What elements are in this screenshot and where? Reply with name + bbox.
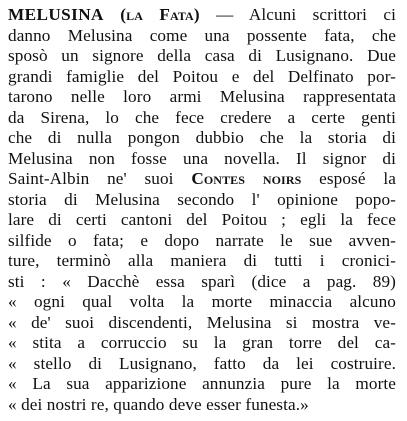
entry-headword: MELUSINA (8, 5, 104, 24)
book-title: Contes noirs (191, 169, 302, 188)
entry-line-8: Melusina non fosse una novella. Il signor di (8, 148, 396, 168)
entry-line-12: silfide o fata; e dopo narrate le sue avven- (8, 230, 396, 250)
entry-line-17: « stita a corruccio su la gran torre del ca- (8, 333, 396, 352)
entry-line-6: da Sirena, lo che fece credere a certe genti (8, 107, 396, 127)
entry-line-19: « La sua apparizione annunzia pure la morte (8, 374, 396, 393)
entry-line-9-end: esposé la (319, 169, 396, 188)
entry-line-4: grandi famiglie del Poitou e del Delfinato por- (8, 66, 396, 86)
entry-line-1-text: — Alcuni scrittori ci (216, 5, 396, 24)
entry-line-9 (8, 169, 396, 190)
entry-line-5: tarono nelle loro armi Melusina rappresentata (8, 87, 396, 106)
entry-line-9-start: Saint-Albin ne' suoi (8, 169, 174, 188)
entry-line-14: sti : « Dacchè essa sparì (dice a pag. 89) (8, 271, 396, 291)
entry-qualifier: (la Fata) (120, 5, 200, 24)
entry-line-10: storia di Melusina secondo l' opinione popo- (8, 189, 396, 209)
entry-line-20: « dei nostri re, quando deve esser funesta.» (8, 394, 309, 414)
entry-line-13: ture, terminò alla maniera di tutti i cronici- (8, 251, 396, 270)
entry-line-15: « ogni qual volta la morte minaccia alcuno (8, 292, 396, 311)
entry-line-1 (8, 5, 396, 26)
entry-line-11: lare di certi cantoni del Poitou ; egli la fece (8, 210, 396, 229)
entry-line-16: « de' suoi discendenti, Melusina si mostra ve- (8, 312, 396, 332)
entry-line-3: sposò un signore della casa di Lusignano. Due (8, 46, 396, 65)
entry-line-2: danno Melusina come una possente fata, che (8, 25, 396, 45)
entry-text (8, 5, 396, 415)
entry-line-18: « stello di Lusignano, fatto da lei costruire. (8, 353, 396, 373)
entry-line-7: che di nulla pongon dubbio che la storia di (8, 128, 396, 147)
